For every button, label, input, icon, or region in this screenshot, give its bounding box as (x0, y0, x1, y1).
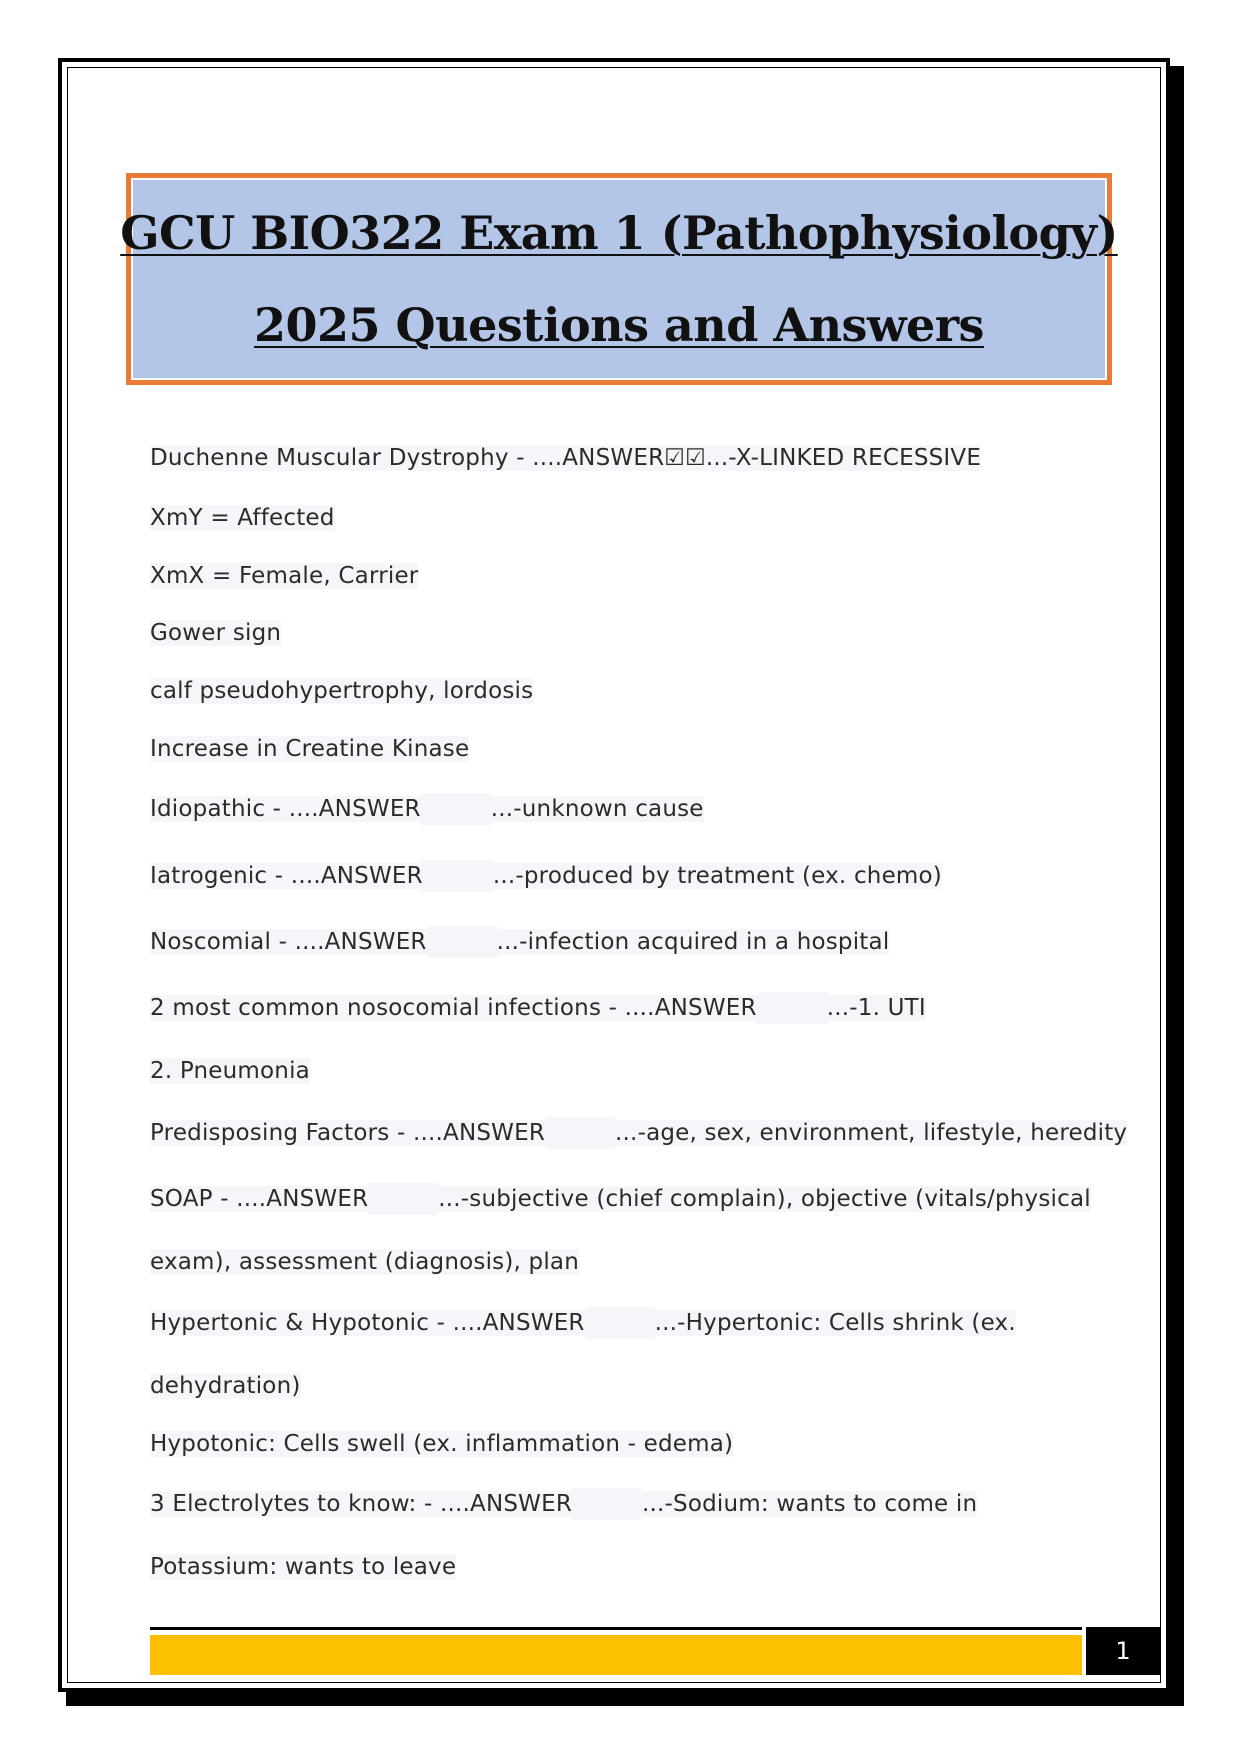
question-text: XmY = Affected (150, 505, 335, 531)
qa-line (150, 442, 981, 474)
question-text: calf pseudohypertrophy, lordosis (150, 678, 534, 704)
qa-line (150, 617, 281, 649)
question-text: Hypertonic & Hypotonic - ....ANSWER (150, 1310, 585, 1336)
answer-text: ...-Hypertonic: Cells shrink (ex. (654, 1310, 1016, 1336)
qa-line (150, 733, 469, 765)
question-text: Potassium: wants to leave (150, 1554, 457, 1580)
page-number: 1 (1086, 1627, 1160, 1675)
qa-line (150, 675, 533, 707)
question-text: dehydration) (150, 1373, 301, 1399)
answer-gap (585, 1307, 655, 1339)
answer-gap (423, 860, 493, 892)
question-text: Iatrogenic - ....ANSWER (150, 863, 423, 889)
qa-line (150, 560, 418, 592)
title-box-inner (120, 178, 1118, 380)
answer-gap (545, 1117, 615, 1149)
qa-line (150, 1246, 579, 1278)
qa-line (150, 992, 926, 1024)
qa-line (150, 1488, 977, 1520)
answer-gap (368, 1183, 438, 1215)
footer-bar (150, 1635, 1082, 1675)
answer-text: ...-unknown cause (490, 796, 704, 822)
answer-text: ...-infection acquired in a hospital (496, 929, 890, 955)
answer-text: ...-Sodium: wants to come in (642, 1491, 978, 1517)
answer-text: ...-1. UTI (826, 995, 926, 1021)
answer-text: ...-produced by treatment (ex. chemo) (492, 863, 942, 889)
answer-gap (572, 1488, 642, 1520)
qa-line (150, 1551, 456, 1583)
question-text: 2. Pneumonia (150, 1058, 310, 1084)
question-text: SOAP - ....ANSWER (150, 1186, 369, 1212)
qa-line (150, 1055, 310, 1087)
question-text: Idiopathic - ....ANSWER (150, 796, 421, 822)
question-text: Gower sign (150, 620, 282, 646)
qa-line (150, 1117, 1127, 1149)
question-text: Predisposing Factors - ....ANSWER (150, 1120, 546, 1146)
qa-line (150, 502, 335, 534)
document-title-line-1: GCU BIO322 Exam 1 (Pathophysiology) (120, 206, 1118, 260)
qa-line (150, 926, 889, 958)
qa-line (150, 1370, 301, 1402)
qa-line (150, 860, 942, 892)
question-text: Noscomial - ....ANSWER (150, 929, 427, 955)
question-text: 2 most common nosocomial infections - ....ANSWER (150, 995, 757, 1021)
title-box (120, 173, 1118, 385)
qa-line (150, 1307, 1016, 1339)
qa-line (150, 793, 704, 825)
question-text: exam), assessment (diagnosis), plan (150, 1249, 580, 1275)
answer-text: ...-age, sex, environment, lifestyle, heredity (615, 1120, 1128, 1146)
document-title-line-2: 2025 Questions and Answers (254, 298, 984, 352)
qa-line (150, 1428, 733, 1460)
answer-gap (421, 793, 491, 825)
answer-gap (757, 992, 827, 1024)
question-text: Increase in Creatine Kinase (150, 736, 470, 762)
answer-gap (427, 926, 497, 958)
answer-text: ...-subjective (chief complain), objective (vitals/physical (438, 1186, 1091, 1212)
qa-line (150, 1183, 1091, 1215)
question-text: 3 Electrolytes to know: - ....ANSWER (150, 1491, 572, 1517)
footer-rule (150, 1627, 1082, 1630)
question-text: Hypotonic: Cells swell (ex. inflammation - edema) (150, 1431, 734, 1457)
question-text: Duchenne Muscular Dystrophy - ....ANSWER☑☑...-X-LINKED RECESSIVE (150, 445, 982, 471)
question-text: XmX = Female, Carrier (150, 563, 419, 589)
